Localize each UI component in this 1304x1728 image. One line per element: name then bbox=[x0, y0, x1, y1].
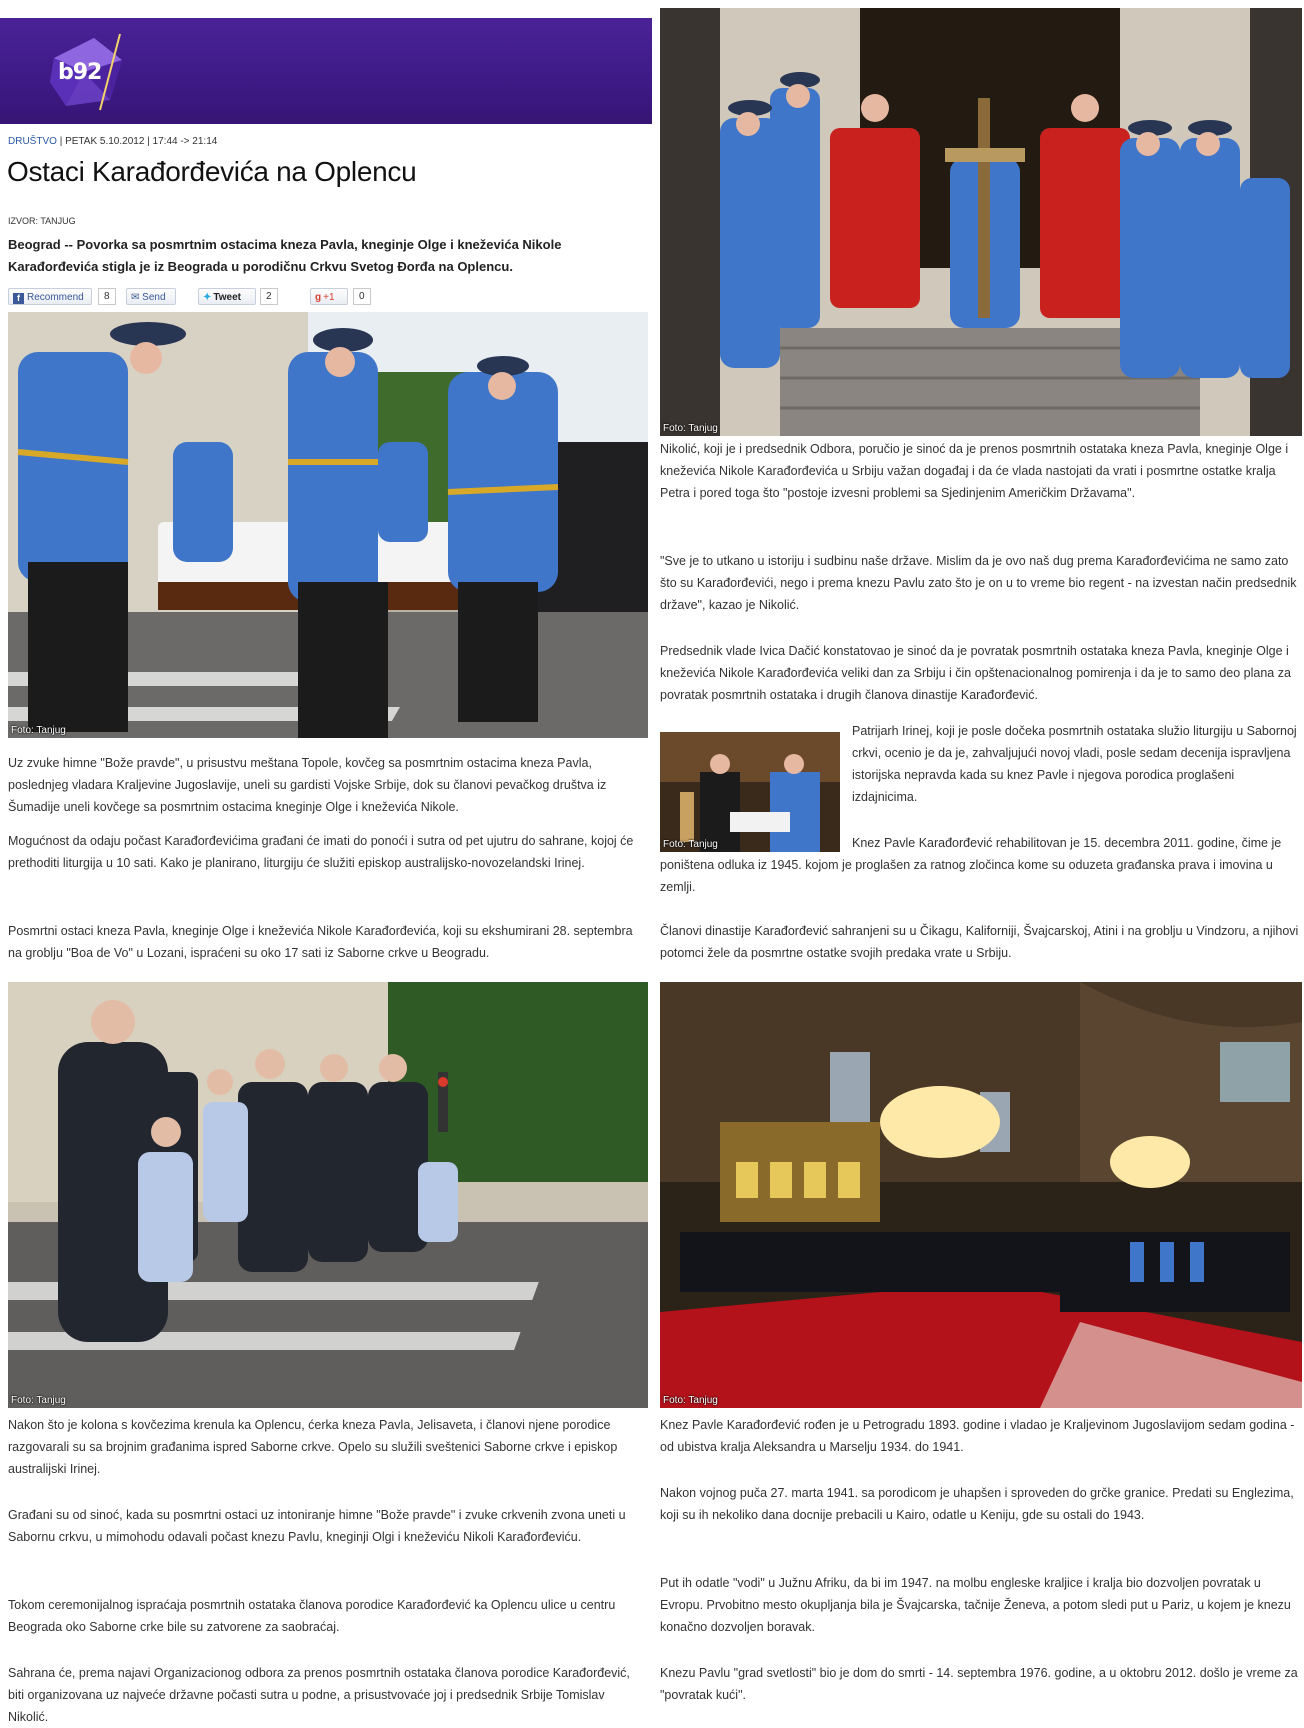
paragraph: Mogućnost da odaju počast Karađorđevićima građani će imati do ponoći i sutra od pet ujutru do sahrane, kojoj će prethoditi liturgija u 10 sati. Kako je planirano, liturgiju će služiti episkop australijsko-novozelandski Irinej. bbox=[8, 834, 634, 870]
photo-church-interior[interactable] bbox=[660, 982, 1302, 1408]
photo-caption: Foto: Tanjug bbox=[11, 725, 66, 736]
photo-family-street[interactable] bbox=[8, 982, 648, 1408]
paragraph: Posmrtni ostaci kneza Pavla, kneginje Olge i kneževića Nikole Karađorđevića, koji su ekshumirani 28. septembra na groblju "Boa de Vo" u Lozani, ispraćeni su oko 17 sati iz Saborne crkve u Beogradu. bbox=[8, 924, 633, 960]
photo-coffin-procession[interactable] bbox=[8, 312, 648, 738]
google-plus-button[interactable]: g +1 bbox=[310, 288, 348, 305]
paragraph: Predsednik vlade Ivica Dačić konstatovao je sinoć da je povratak posmrtnih ostataka kneza Pavla, kneginje Olge i kneževića Nikole Karađorđevića veliki dan za Srbiju i čin opštenacionalnog pomirenja i da je to samo deo plana za povratak posmrtnih ostataka i drugih članova dinastije Karađorđević. bbox=[660, 644, 1291, 702]
facebook-count: 8 bbox=[98, 288, 116, 305]
article-date: PETAK 5.10.2012 | 17:44 -> 21:14 bbox=[65, 136, 218, 147]
page-title: Ostaci Karađorđevića na Oplencu bbox=[7, 156, 417, 187]
tweet-count: 2 bbox=[260, 288, 278, 305]
photo-caption: Foto: Tanjug bbox=[663, 423, 718, 434]
paragraph: Uz zvuke himne "Bože pravde", u prisustvu meštana Topole, kovčeg sa posmrtnim ostacima kneza Pavla, poslednjeg vladara Kraljevine Jugoslavije, uneli su gardisti Vojske Srbije, dok su članovi pevačkog društva iz Šumadije uneli kovčege sa posmrtnim ostacima kneginje Olge i kneževića Nikole. bbox=[8, 756, 607, 814]
paragraph: Patrijarh Irinej, koji je posle dočeka posmrtnih ostataka služio liturgiju u Sabornoj crkvi, ocenio je da je, zahvaljujući novoj vladi, posle sedam decenija ispravljena istorijska nepravda kada su knez Pavle i njegova porodica proglašeni izdajnicima. bbox=[852, 724, 1297, 804]
photo-caption: Foto: Tanjug bbox=[663, 839, 718, 850]
photo-caption: Foto: Tanjug bbox=[663, 1395, 718, 1406]
twitter-icon: ✦ bbox=[203, 292, 212, 303]
paragraph: "Sve je to utkano u istoriju i sudbinu naše države. Mislim da je ovo naš dug prema Karađorđevićima ne samo zato što su Karađorđevići, nego i prema knezu Pavlu zato što je on u to vreme bio regent - na izvestan način predsednik države", kazao je Nikolić. bbox=[660, 554, 1297, 612]
paragraph: Članovi dinastije Karađorđević sahranjeni su u Čikagu, Kaliforniji, Švajcarskoj, Atini i na groblju u Vindzoru, a njihovi potomci žele da posmrtne ostatke svojih predaka vrate u Srbiju. bbox=[660, 924, 1299, 960]
google-plus-icon: g bbox=[315, 292, 322, 303]
article-lead: Beograd -- Povorka sa posmrtnim ostacima kneza Pavla, kneginje Olge i kneževića Nikole Karađorđevića stigla je iz Beograda u porodičnu Crkvu Svetog Đorđa na Oplencu. bbox=[8, 237, 562, 274]
paragraph: Knezu Pavlu "grad svetlosti" bio je dom do smrti - 14. septembra 1976. godine, a u oktobru 2012. došlo je vreme za "povratak kući". bbox=[660, 1666, 1298, 1702]
logo-text: b92 bbox=[58, 60, 102, 85]
article-meta: DRUŠTVO | PETAK 5.10.2012 | 17:44 -> 21:14 bbox=[8, 136, 218, 147]
paragraph: Put ih odatle "vodi" u Južnu Afriku, da bi im 1947. na molbu engleske kraljice i kralja bio dozvoljen povratak u Evropu. Prvobitno mesto okupljanja bila je Švajcarska, tačnije Ženeva, a potom sledi put u Pariz, u kojem je knezu konačno dozvoljen boravak. bbox=[660, 1576, 1291, 1634]
paragraph: Građani su od sinoć, kada su posmrtni ostaci uz intoniranje himne "Bože pravde" i zvuke crkvenih zvona uneti u Sabornu crkvu, u mimohodu odavali počast knezu Pavlu, kneginji Olgi i kneževiću Nikoli Karađorđeviću. bbox=[8, 1508, 626, 1544]
paragraph: Nakon što je kolona s kovčezima krenula ka Oplencu, ćerka kneza Pavla, Jelisaveta, i članovi njene porodice razgovarali su sa brojnim građanima ispred Saborne crkve. Opelo su služili sveštenici Saborne crkve i episkop australijski Irinej. bbox=[8, 1418, 618, 1476]
facebook-recommend-button[interactable]: f Recommend bbox=[8, 288, 92, 305]
photo-church-entrance[interactable] bbox=[660, 8, 1302, 436]
paragraph: Nakon vojnog puča 27. marta 1941. sa porodicom je uhapšen i sproveden do grčke granice. Predati su Englezima, koji su ih nekoliko dana docnije prebacili u Kairo, odatle u Keniju, gde su ostali do 1943. bbox=[660, 1486, 1294, 1522]
paragraph: Tokom ceremonijalnog ispraćaja posmrtnih ostataka članova porodice Karađorđević ka Oplencu ulice u centru Beograda oko Saborne crke bile su zatvorene za saobraćaj. bbox=[8, 1598, 616, 1634]
paragraph: Sahrana će, prema najavi Organizacionog odbora za prenos posmrtnih ostataka članova porodice Karađorđević, biti organizovana uz najveće državne počasti sutra u podne, a prisustvovaće joj i predsednik Srbije Tomislav Nikolić. bbox=[8, 1666, 630, 1724]
google-plus-count: 0 bbox=[353, 288, 371, 305]
photo-caption: Foto: Tanjug bbox=[11, 1395, 66, 1406]
send-icon: ✉ bbox=[131, 292, 143, 303]
article-source: IZVOR: TANJUG bbox=[8, 216, 76, 226]
paragraph: Nikolić, koji je i predsednik Odbora, poručio je sinoć da je prenos posmrtnih ostataka kneza Pavla, kneginje Olge i kneževića Nikole Karađorđevića u Srbiju važan događaj i da će vlada nastojati da vrati i posmrtne ostatke kralja Petra i pored toga što "postoje izvesni problemi sa Sjedinjenim Američkim Državama". bbox=[660, 442, 1289, 500]
tweet-button[interactable]: ✦ Tweet bbox=[198, 288, 256, 305]
category-link[interactable]: DRUŠTVO bbox=[8, 136, 57, 147]
paragraph: Knez Pavle Karađorđević rehabilitovan je 15. decembra 2011. godine, čime je poništena odluka iz 1945. kojom je proglašen za ratnog zločinca kome su oduzeta građanska prava i imovina u zemlji. bbox=[660, 836, 1282, 894]
facebook-icon: f bbox=[13, 293, 24, 304]
paragraph: Knez Pavle Karađorđević rođen je u Petrogradu 1893. godine i vladao je Kraljevinom Jugoslavijom sedam godina - od ubistva kralja Aleksandra u Marselju 1934. do 1941. bbox=[660, 1418, 1295, 1454]
site-header-banner bbox=[0, 18, 652, 124]
send-button[interactable]: ✉ Send bbox=[126, 288, 176, 305]
